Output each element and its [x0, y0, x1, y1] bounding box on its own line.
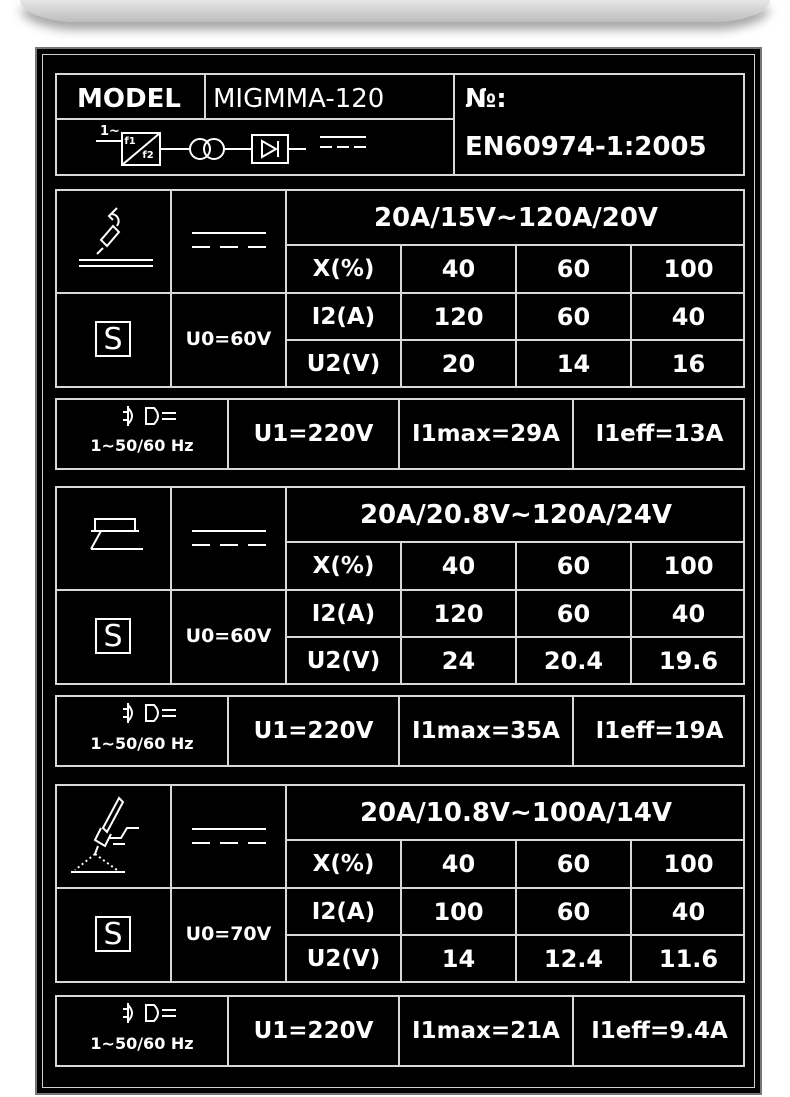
output-voltage-value: 14	[441, 945, 476, 973]
standard-label: EN60974-1:2005	[465, 132, 707, 162]
dc-output-icon	[192, 825, 272, 849]
max-input-current: I1max=21A	[412, 1018, 560, 1044]
duty-cycle-value: 100	[663, 552, 714, 580]
output-current-label: I2(A)	[311, 898, 376, 925]
effective-input-current: I1eff=9.4A	[591, 1018, 728, 1044]
dc-output-icon	[192, 527, 272, 551]
tig-torch-icon	[65, 794, 165, 878]
output-voltage-label: U2(V)	[306, 648, 381, 674]
mig-torch-icon	[77, 204, 157, 276]
output-current-value: 40	[671, 302, 706, 331]
current-voltage-range: 20A/20.8V~120A/24V	[359, 499, 673, 530]
output-current-label: I2(A)	[311, 303, 376, 330]
model-value: MIGMMA-120	[213, 84, 385, 114]
freq-f1-label: f1	[124, 135, 136, 147]
s-symbol-icon: S	[95, 916, 131, 952]
output-voltage-value: 12.4	[543, 945, 604, 973]
input-voltage: U1=220V	[253, 718, 374, 744]
open-circuit-voltage: U0=70V	[185, 923, 272, 945]
output-voltage-value: 11.6	[658, 945, 719, 973]
model-label: MODEL	[77, 84, 181, 114]
output-current-value: 40	[671, 897, 706, 926]
supply-frequency: 1~50/60 Hz	[90, 733, 194, 753]
plug-icon	[122, 404, 182, 428]
current-voltage-range: 20A/10.8V~100A/14V	[359, 797, 673, 828]
duty-cycle-value: 40	[441, 850, 476, 878]
output-voltage-value: 20	[441, 350, 476, 378]
duty-cycle-label: X(%)	[312, 256, 375, 282]
duty-cycle-value: 100	[663, 255, 714, 283]
s-symbol-icon: S	[95, 618, 131, 654]
s-symbol-icon: S	[95, 321, 131, 357]
shadow-bar	[20, 0, 770, 22]
freq-f2-label: f2	[142, 149, 154, 161]
effective-input-current: I1eff=13A	[595, 421, 724, 447]
duty-cycle-label: X(%)	[312, 553, 375, 579]
max-input-current: I1max=35A	[412, 718, 560, 744]
plug-icon	[122, 1001, 182, 1025]
output-current-value: 100	[433, 897, 484, 926]
duty-cycle-value: 40	[441, 552, 476, 580]
output-voltage-label: U2(V)	[306, 946, 381, 972]
current-voltage-range: 20A/15V~120A/20V	[373, 202, 659, 233]
output-current-value: 40	[671, 599, 706, 628]
output-voltage-value: 14	[556, 350, 591, 378]
phase-label: 1~	[100, 123, 120, 139]
output-voltage-value: 20.4	[543, 647, 604, 675]
open-circuit-voltage: U0=60V	[185, 328, 272, 350]
output-voltage-value: 24	[441, 647, 476, 675]
output-current-label: I2(A)	[311, 600, 376, 627]
duty-cycle-label: X(%)	[312, 851, 375, 877]
duty-cycle-value: 60	[556, 850, 591, 878]
mma-electrode-icon	[87, 515, 147, 555]
output-current-value: 120	[433, 599, 484, 628]
max-input-current: I1max=29A	[412, 421, 560, 447]
input-voltage: U1=220V	[253, 421, 374, 447]
duty-cycle-value: 60	[556, 552, 591, 580]
supply-frequency: 1~50/60 Hz	[90, 435, 194, 455]
output-current-value: 60	[556, 897, 591, 926]
effective-input-current: I1eff=19A	[595, 718, 724, 744]
duty-cycle-value: 100	[663, 850, 714, 878]
output-voltage-label: U2(V)	[306, 351, 381, 377]
output-voltage-value: 16	[671, 350, 706, 378]
output-voltage-value: 19.6	[658, 647, 719, 675]
open-circuit-voltage: U0=60V	[185, 625, 272, 647]
plug-icon	[122, 701, 182, 725]
number-label: №:	[465, 84, 507, 114]
output-current-value: 60	[556, 302, 591, 331]
duty-cycle-value: 40	[441, 255, 476, 283]
input-voltage: U1=220V	[253, 1018, 374, 1044]
output-current-value: 60	[556, 599, 591, 628]
supply-frequency: 1~50/60 Hz	[90, 1033, 194, 1053]
duty-cycle-value: 60	[556, 255, 591, 283]
dc-output-icon	[192, 229, 272, 253]
output-current-value: 120	[433, 302, 484, 331]
rating-plate	[35, 47, 762, 1095]
